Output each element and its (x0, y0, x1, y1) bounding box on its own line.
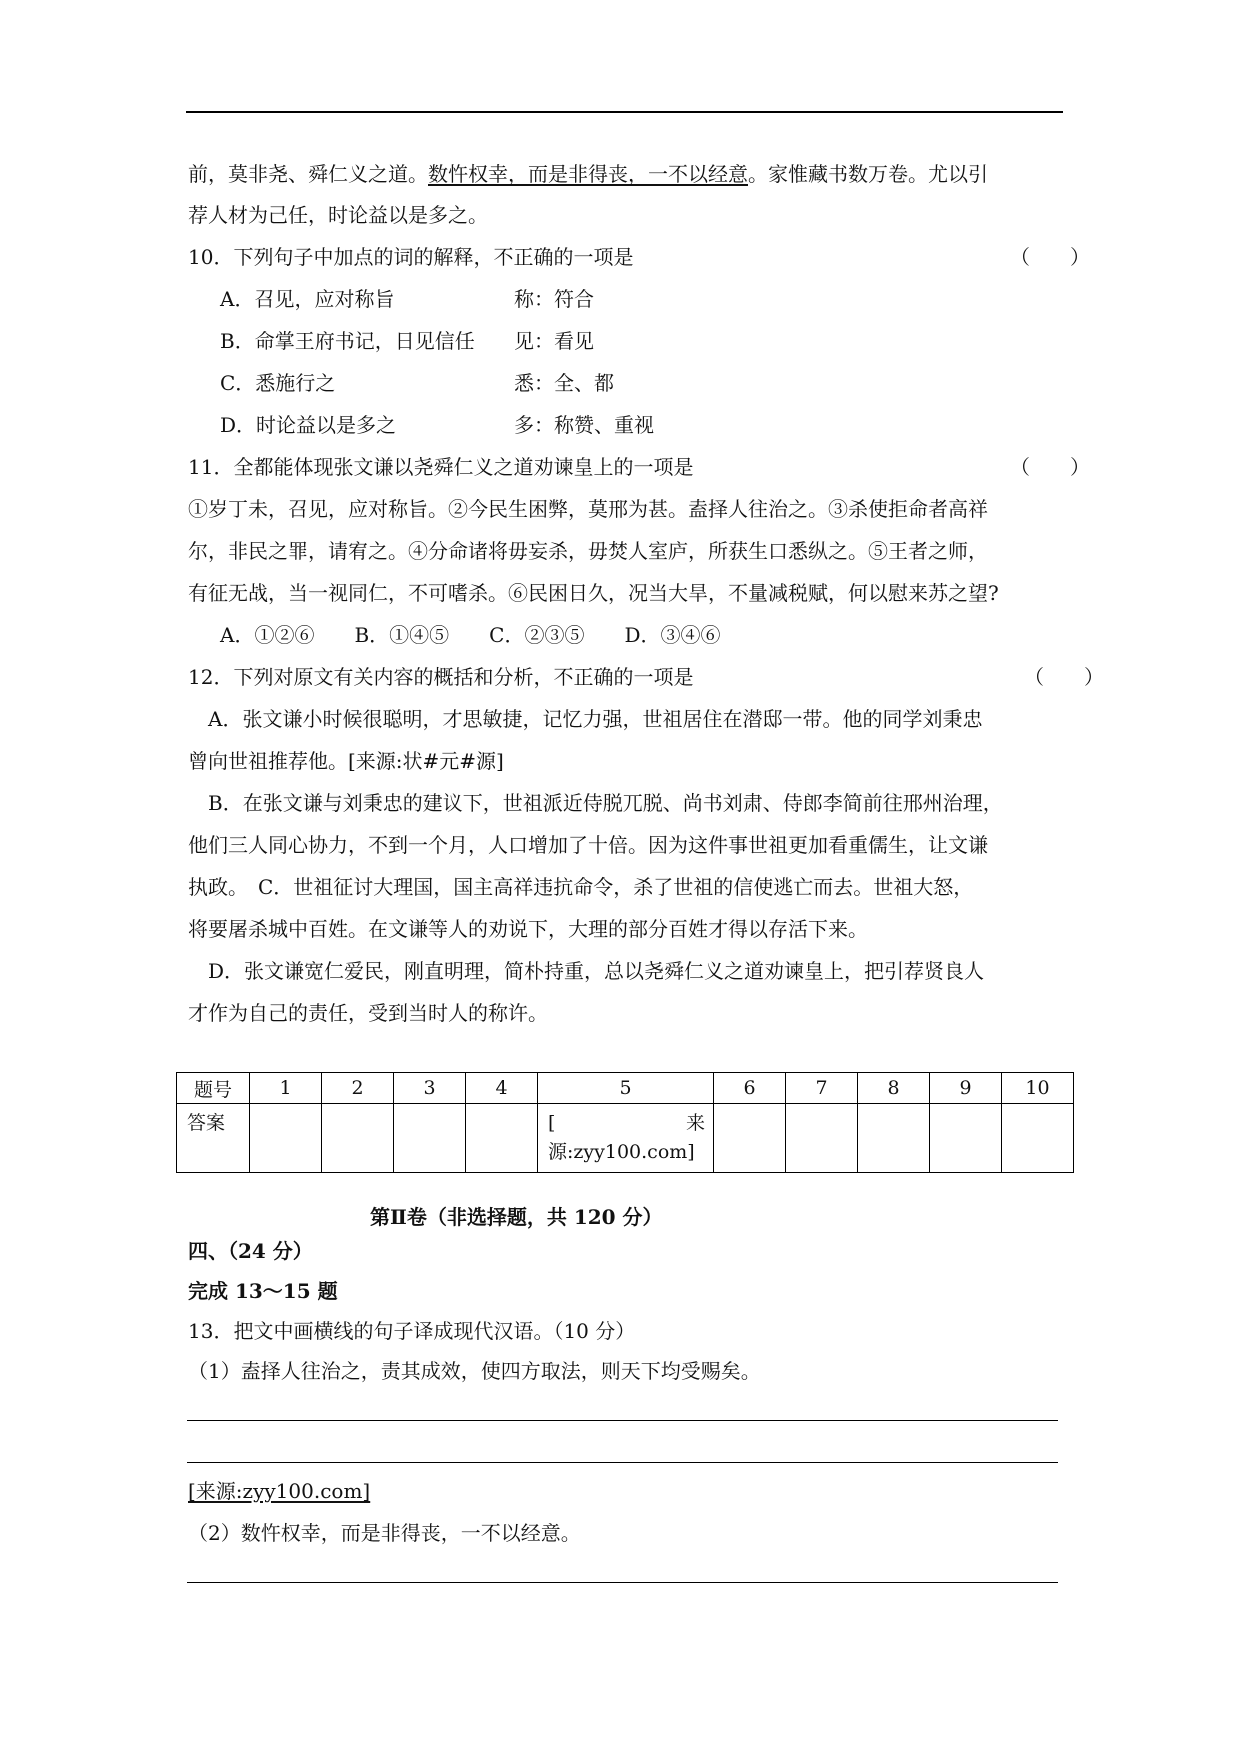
q11-line-1: ①岁丁未，召见，应对称旨。②今民生困弊，莫邢为甚。盍择人往治之。③杀使拒命者高祥 (188, 497, 988, 521)
answer-cell[interactable] (322, 1104, 394, 1173)
answer-table-number: 2 (322, 1073, 394, 1104)
answer-cell-5[interactable]: [ 来 源:zyy100.com] (538, 1104, 714, 1173)
q10-option-d: D．时论益以是多之 (220, 413, 397, 437)
answer-line[interactable] (187, 1420, 1058, 1421)
answer-table-number: 1 (250, 1073, 322, 1104)
answer-table-number: 3 (394, 1073, 466, 1104)
q11-answer-paren: （ ） (1010, 455, 1090, 479)
q10-option-a: A．召见，应对称旨 (220, 287, 395, 311)
answer-table-answer-row (177, 1104, 1074, 1173)
answer-table-number: 6 (714, 1073, 786, 1104)
q11-line-3: 有征无战，当一视同仁，不可嗜杀。⑥民困日久，况当大旱，不量减税赋，何以慰来苏之望? (188, 581, 999, 605)
q10-option-c: C．悉施行之 (220, 371, 336, 395)
q12-option-b-line-3: 执政。 C．世祖征讨大理国，国主高祥违抗命令，杀了世祖的信使逃亡而去。世祖大怒， (188, 875, 974, 899)
q12-stem: 12．下列对原文有关内容的概括和分析，不正确的一项是 (188, 665, 694, 689)
passage-line-1: 前，莫非尧、舜仁义之道。数忤权幸，而是非得丧，一不以经意。家惟藏书数万卷。尤以引 (188, 162, 988, 186)
part-4-heading: 四、（24 分） (188, 1239, 313, 1263)
q12-option-a-line-2: 曾向世祖推荐他。[来源:状#元#源] (188, 749, 504, 773)
answer-table (176, 1072, 1074, 1173)
passage-line-2: 荐人材为己任，时论益以是多之。 (188, 203, 488, 227)
answer-table-number: 5 (538, 1073, 714, 1104)
q13-item-1: （1）盍择人往治之，责其成效，使四方取法，则天下均受赐矣。 (188, 1359, 761, 1383)
answer-table-number: 9 (930, 1073, 1002, 1104)
q12-option-d-line-1: D．张文谦宽仁爱民，刚直明理，简朴持重，总以尧舜仁义之道劝谏皇上，把引荐贤良人 (208, 959, 985, 983)
answer-table-label-number: 题号 (177, 1073, 250, 1104)
answer-table-number: 8 (858, 1073, 930, 1104)
q11-stem: 11．全都能体现张文谦以尧舜仁义之道劝谏皇上的一项是 (188, 455, 694, 479)
answer-cell[interactable] (714, 1104, 786, 1173)
q13-stem: 13．把文中画横线的句子译成现代汉语。（10 分） (188, 1319, 636, 1343)
q12-option-d-line-2: 才作为自己的责任，受到当时人的称许。 (188, 1001, 548, 1025)
answer-cell[interactable] (250, 1104, 322, 1173)
q12-answer-paren: （ ） (1024, 665, 1104, 689)
answer-cell[interactable] (394, 1104, 466, 1173)
source-note: [来源:zyy100.com] (188, 1479, 371, 1503)
q10-option-c-gloss: 悉：全、都 (514, 371, 614, 395)
q10-option-a-gloss: 称：符合 (514, 287, 594, 311)
underlined-sentence: 数忤权幸，而是非得丧，一不以经意 (428, 162, 748, 186)
section-2-title: 第Ⅱ卷（非选择题，共 120 分） (370, 1205, 663, 1229)
answer-table-label-answer: 答案 (177, 1104, 250, 1173)
answer-table-header-row (177, 1073, 1074, 1104)
answer-cell[interactable] (1002, 1104, 1074, 1173)
answer-cell[interactable] (786, 1104, 858, 1173)
q12-option-b-line-1: B．在张文谦与刘秉忠的建议下，世祖派近侍脱兀脱、尚书刘肃、侍郎李简前往邢州治理， (208, 791, 1003, 815)
q10-option-b-gloss: 见：看见 (514, 329, 594, 353)
answer-table-number: 7 (786, 1073, 858, 1104)
q10-stem: 10．下列句子中加点的词的解释，不正确的一项是 (188, 245, 634, 269)
q10-option-b: B．命掌王府书记，日见信任 (220, 329, 475, 353)
q13-item-2: （2）数忤权幸，而是非得丧，一不以经意。 (188, 1521, 581, 1545)
q10-option-d-gloss: 多：称赞、重视 (514, 413, 654, 437)
q12-option-c-line-2: 将要屠杀城中百姓。在文谦等人的劝说下，大理的部分百姓才得以存活下来。 (188, 917, 868, 941)
q10-answer-paren: （ ） (1010, 245, 1090, 269)
task-heading: 完成 13～15 题 (188, 1279, 338, 1303)
q12-option-a-line-1: A．张文谦小时候很聪明，才思敏捷，记忆力强，世祖居住在潜邸一带。他的同学刘秉忠 (208, 707, 983, 731)
answer-table-number: 4 (466, 1073, 538, 1104)
q11-line-2: 尔，非民之罪，请宥之。④分命诸将毋妄杀，毋焚人室庐，所获生口悉纵之。⑤王者之师， (188, 539, 988, 563)
q12-option-b-line-2: 他们三人同心协力，不到一个月，人口增加了十倍。因为这件事世祖更加看重儒生，让文谦 (188, 833, 988, 857)
q11-options: A．①②⑥ B．①④⑤ C．②③⑤ D．③④⑥ (220, 623, 721, 647)
answer-cell[interactable] (858, 1104, 930, 1173)
answer-cell[interactable] (466, 1104, 538, 1173)
header-rule (186, 111, 1063, 113)
answer-line[interactable] (187, 1582, 1058, 1583)
answer-line[interactable] (187, 1462, 1058, 1463)
answer-table-number: 10 (1002, 1073, 1074, 1104)
answer-cell[interactable] (930, 1104, 1002, 1173)
